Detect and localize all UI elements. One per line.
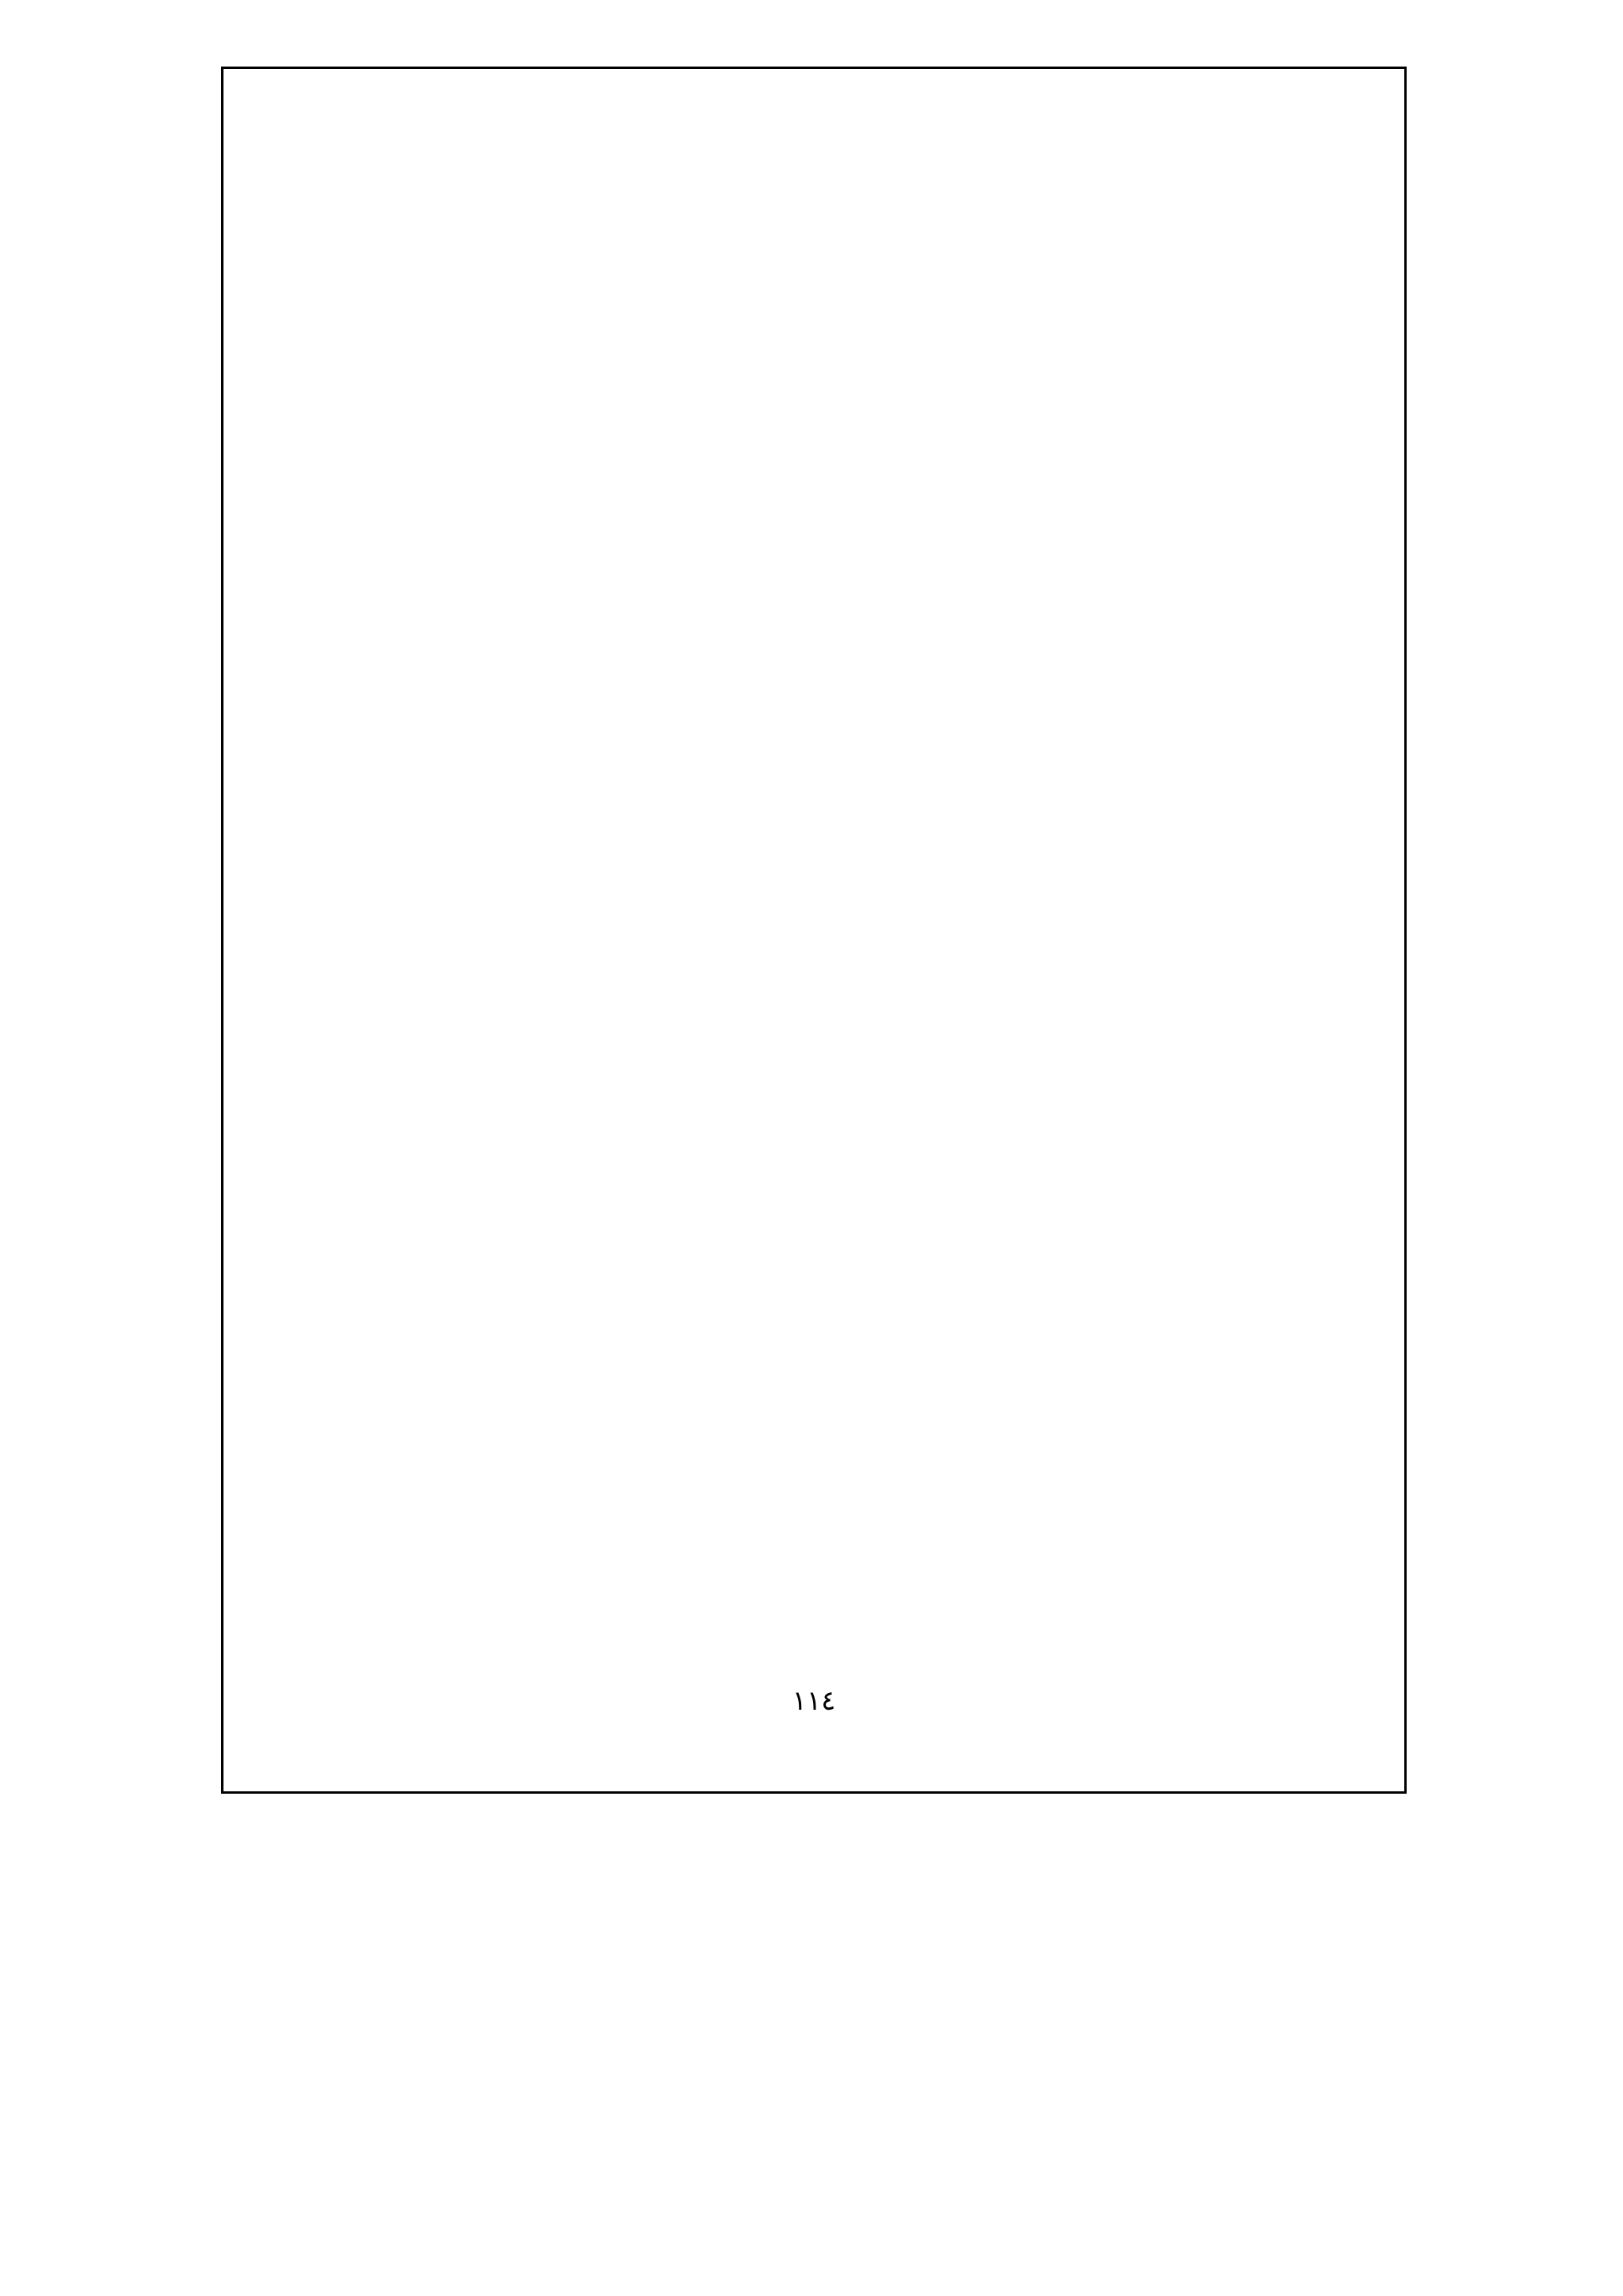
paragraph-1 xyxy=(398,196,1235,433)
paragraph-line xyxy=(398,861,1235,909)
paragraph-line xyxy=(398,338,1235,386)
paragraph-line xyxy=(398,481,1235,528)
paragraph-line xyxy=(398,671,1235,719)
paragraph-2 xyxy=(398,481,1235,909)
paragraph-line xyxy=(398,1004,1235,1051)
paragraph-line xyxy=(398,1051,1235,1099)
page-frame xyxy=(221,67,1407,1794)
paragraph-line xyxy=(398,291,1235,338)
paragraph-line xyxy=(398,1479,1235,1527)
paragraph-line xyxy=(398,1764,1235,1812)
paragraph-line xyxy=(398,766,1235,814)
paragraph-3 xyxy=(398,956,1235,1241)
paragraph-line xyxy=(398,243,1235,291)
paragraph-line xyxy=(398,1717,1235,1764)
paragraph-line xyxy=(398,624,1235,671)
paragraph-line xyxy=(398,1337,1235,1384)
paragraph-line xyxy=(398,1574,1235,1622)
paragraph-4 xyxy=(398,1289,1235,1432)
paragraph-line xyxy=(398,576,1235,624)
paragraph-5 xyxy=(398,1479,1235,1859)
paragraph-line xyxy=(398,1384,1235,1432)
paragraph-line xyxy=(398,196,1235,243)
paragraph-line xyxy=(398,1812,1235,1859)
paragraph-line xyxy=(398,814,1235,861)
paragraph-line xyxy=(398,719,1235,766)
page-number: ١١٤ xyxy=(792,1685,836,1717)
body-text xyxy=(398,196,1235,1907)
paragraph-line xyxy=(398,1099,1235,1146)
paragraph-line xyxy=(398,1527,1235,1574)
paragraph-line xyxy=(398,1194,1235,1241)
paragraph-line xyxy=(398,1146,1235,1194)
paragraph-line xyxy=(398,956,1235,1004)
paragraph-line xyxy=(398,1289,1235,1337)
paragraph-line xyxy=(398,386,1235,433)
paragraph-line xyxy=(398,1622,1235,1669)
paragraph-line xyxy=(398,528,1235,576)
